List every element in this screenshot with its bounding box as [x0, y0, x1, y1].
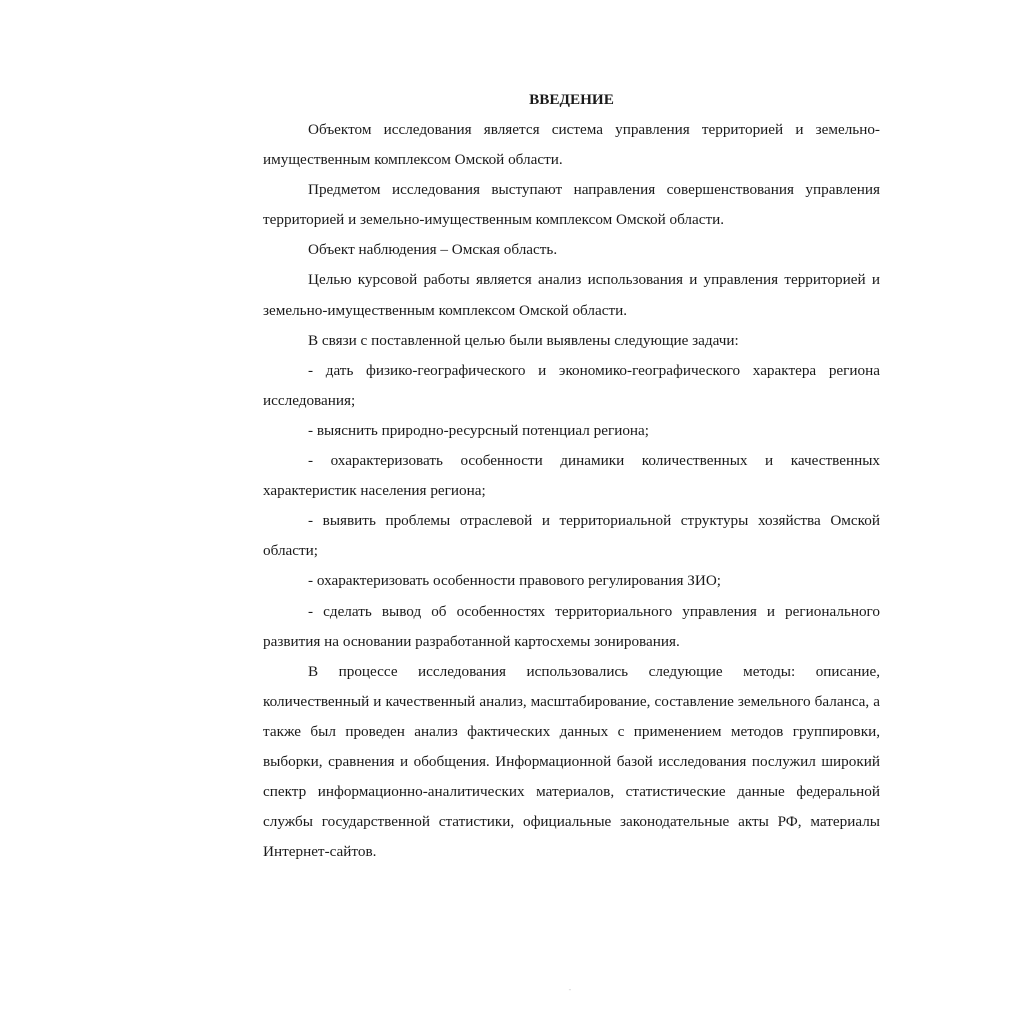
task-item: - выяснить природно-ресурсный потенциал региона; [308, 421, 650, 439]
task-item: - охарактеризовать особенности динамики количественных и качественных характеристик населения региона; [263, 452, 880, 500]
document-body [263, 88, 880, 867]
paragraph-goal: Целью курсовой работы является анализ использования и управления территорией и земельно-имущественным комплексом Омской области. [263, 271, 880, 319]
paragraph-tasks-intro: В связи с поставленной целью были выявлены следующие задачи: [308, 331, 739, 349]
paragraph-methods: В процессе исследования использовались следующие методы: описание, количественный и качественный анализ, масштабирование, составление земельного баланса, а также был проведен анализ фактических данных с применением методов группировки, выборки, сравнения и обобщения. Информационной базой исследования послужил широкий спектр информационно-аналитических материалов, статистические данные федеральной службы государственной статистики, официальные законодательные акты РФ, материалы Интернет-сайтов. [263, 662, 880, 861]
page-number-mark: - [568, 985, 572, 994]
paragraph-observation-object: Объект наблюдения – Омская область. [308, 241, 558, 259]
section-title: ВВЕДЕНИЕ [529, 91, 614, 108]
paragraph-subject: Предметом исследования выступают направления совершенствования управления территорией и земельно-имущественным комплексом Омской области. [263, 181, 880, 229]
task-item: - сделать вывод об особенностях территориального управления и регионального развития на основании разработанной картосхемы зонирования. [263, 602, 880, 650]
task-item: - выявить проблемы отраслевой и территориальной структуры хозяйства Омской области; [263, 512, 880, 560]
task-item: - дать физико-географического и экономико-географического характера региона исследования; [263, 361, 880, 409]
task-item: - охарактеризовать особенности правового регулирования ЗИО; [308, 572, 722, 590]
paragraph-object: Объектом исследования является система управления территорией и земельно-имущественным комплексом Омской области. [263, 121, 880, 169]
